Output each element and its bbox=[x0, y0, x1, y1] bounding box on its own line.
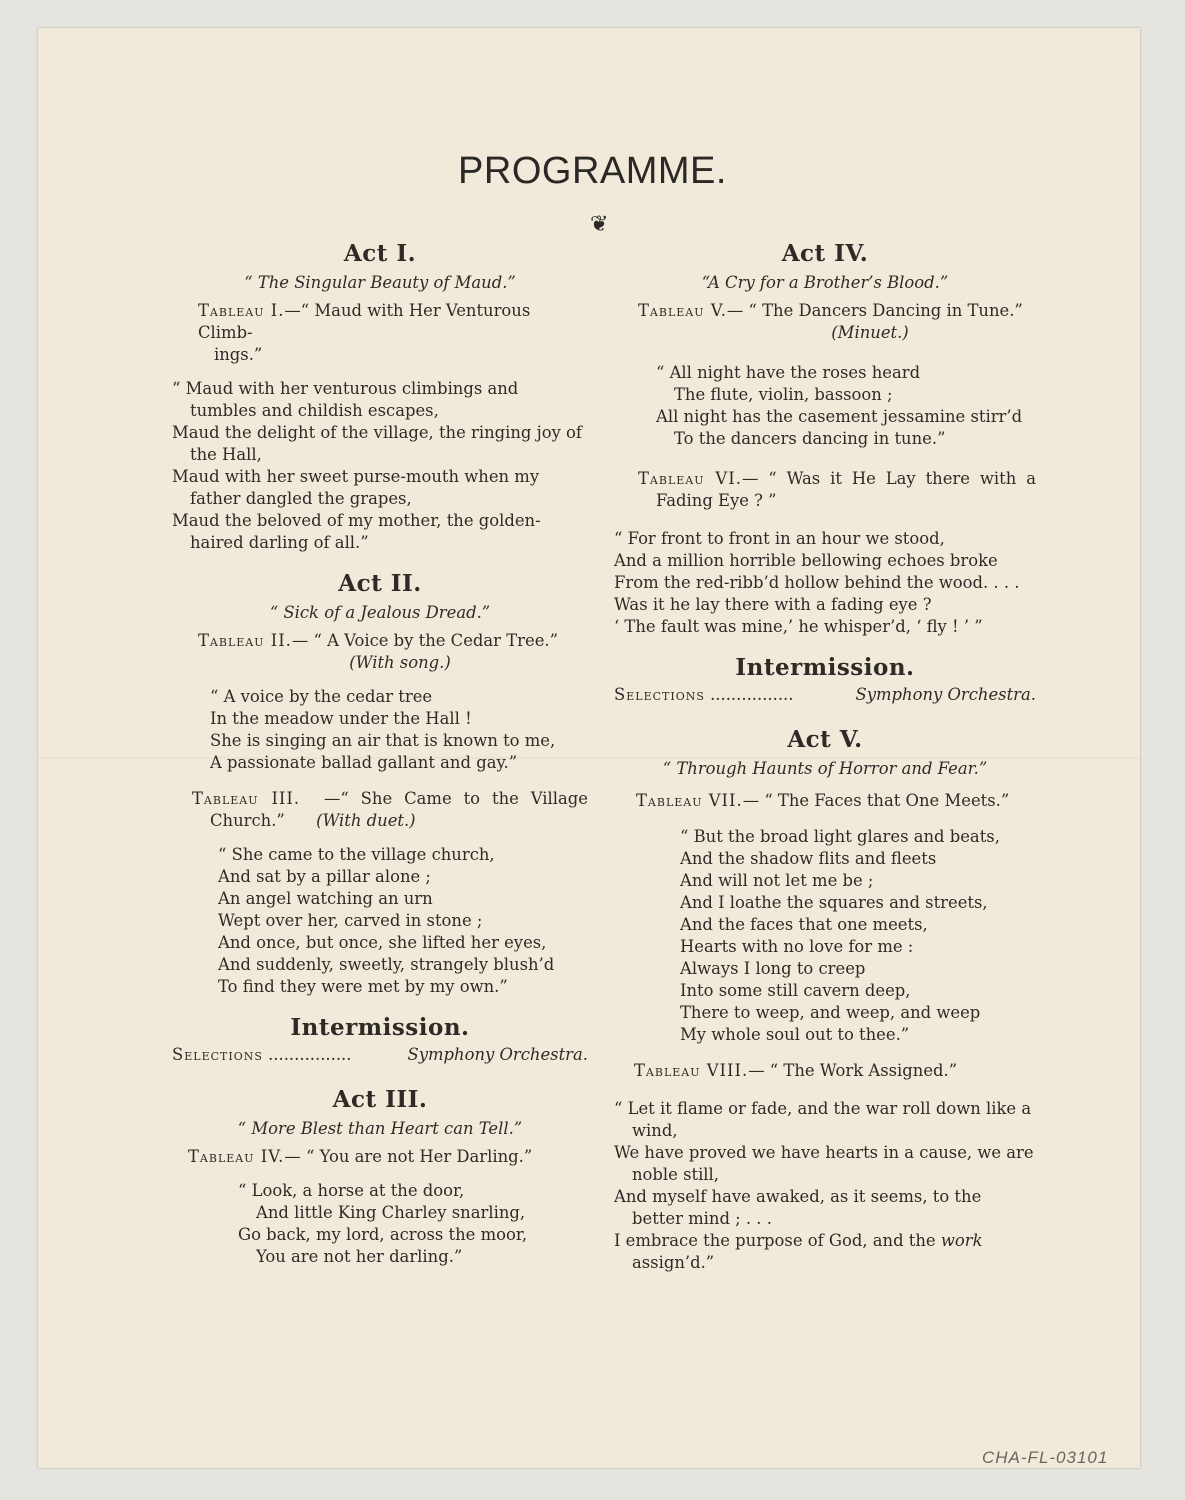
verse-emphasis: work bbox=[940, 1231, 983, 1250]
tableau-line bbox=[634, 1060, 1036, 1082]
tableau-label: Tableau III. bbox=[192, 789, 301, 808]
intermission-heading: Intermission. bbox=[735, 654, 915, 681]
act-subtitle: “ Sick of a Jealous Dread.” bbox=[269, 603, 491, 622]
act-subtitle: “ More Blest than Heart can Tell.” bbox=[237, 1119, 523, 1138]
tableau-title: —“ She Came to the Village bbox=[323, 789, 588, 808]
verse-line: And the shadow flits and fleets bbox=[680, 849, 937, 868]
tableau-label: Tableau IV. bbox=[188, 1147, 285, 1166]
verse bbox=[172, 378, 588, 554]
act-heading: Act IV. bbox=[781, 240, 869, 267]
act-subtitle: “ The Singular Beauty of Maud.” bbox=[244, 273, 516, 292]
verse-line: And the faces that one meets, bbox=[680, 915, 928, 934]
left-column bbox=[172, 228, 588, 1282]
verse-line: And sat by a pillar alone ; bbox=[218, 867, 431, 886]
tableau-label: Tableau VII. bbox=[636, 791, 743, 810]
verse bbox=[172, 844, 588, 998]
verse-line: And a million horrible bellowing echoes broke bbox=[614, 551, 998, 570]
verse-line: The flute, violin, bassoon ; bbox=[674, 385, 893, 404]
verse bbox=[172, 686, 588, 774]
tableau-title: — “ The Faces that One Meets.” bbox=[742, 791, 1010, 810]
verse-line: A passionate ballad gallant and gay.” bbox=[210, 753, 518, 772]
verse-line: And suddenly, sweetly, strangely blush’d bbox=[218, 955, 555, 974]
verse-line: Go back, my lord, across the moor, bbox=[238, 1225, 528, 1244]
verse-line: To find they were met by my own.” bbox=[218, 977, 508, 996]
tableau-line bbox=[638, 300, 1036, 322]
verse-line: And little King Charley snarling, bbox=[256, 1203, 526, 1222]
verse bbox=[614, 528, 1036, 638]
verse-line: And once, but once, she lifted her eyes, bbox=[218, 933, 547, 952]
verse-line: “ Look, a horse at the door, bbox=[238, 1181, 465, 1200]
verse-line: My whole soul out to thee.” bbox=[680, 1025, 910, 1044]
tableau-title-cont: Church.” bbox=[210, 811, 285, 830]
verse-line: Maud with her sweet purse-mouth when my father dangled the grapes, bbox=[172, 467, 540, 508]
tableau-label: Tableau V. bbox=[638, 301, 727, 320]
tableau-line-cont bbox=[210, 810, 588, 832]
verse-line: And I loathe the squares and streets, bbox=[680, 893, 988, 912]
selections-line bbox=[172, 1044, 588, 1066]
selections-line bbox=[614, 684, 1036, 706]
tableau-note: (Minuet.) bbox=[831, 323, 909, 342]
verse-text: I embrace the purpose of God, and the bbox=[614, 1231, 941, 1250]
tableau-line bbox=[192, 788, 588, 810]
intermission-heading: Intermission. bbox=[290, 1014, 470, 1041]
tableau-line bbox=[638, 468, 1036, 490]
verse bbox=[172, 1180, 588, 1268]
verse-line: Wept over her, carved in stone ; bbox=[218, 911, 483, 930]
page-title: PROGRAMME. bbox=[458, 150, 727, 192]
act-subtitle: “A Cry for a Brother’s Blood.” bbox=[701, 273, 949, 292]
tableau-title: — “ A Voice by the Cedar Tree.” bbox=[291, 631, 558, 650]
tableau-line bbox=[188, 1146, 588, 1168]
verse-line: And will not let me be ; bbox=[680, 871, 874, 890]
performer: Symphony Orchestra. bbox=[407, 1045, 588, 1064]
verse-line: Always I long to creep bbox=[680, 959, 866, 978]
verse-line: “ But the broad light glares and beats, bbox=[680, 827, 1000, 846]
verse-line: All night has the casement jessamine stirr’d bbox=[656, 407, 1023, 426]
verse-line: An angel watching an urn bbox=[218, 889, 433, 908]
catalog-number: CHA-FL-03101 bbox=[982, 1448, 1109, 1467]
verse-line: To the dancers dancing in tune.” bbox=[674, 429, 946, 448]
verse-text: assign’d.” bbox=[632, 1253, 715, 1272]
act-heading: Act III. bbox=[332, 1086, 428, 1113]
tableau-title: — “ The Dancers Dancing in Tune.” bbox=[726, 301, 1023, 320]
performer: Symphony Orchestra. bbox=[855, 685, 1036, 704]
verse-line: “ A voice by the cedar tree bbox=[210, 687, 433, 706]
tableau-note: (With song.) bbox=[349, 653, 451, 672]
verse-line: “ Let it flame or fade, and the war roll down like a wind, bbox=[614, 1099, 1032, 1140]
tableau-label: Tableau VIII. bbox=[634, 1061, 749, 1080]
verse-line: And myself have awaked, as it seems, to the better mind ; . . . bbox=[614, 1187, 982, 1228]
tableau-label: Tableau II. bbox=[198, 631, 292, 650]
tableau-title: — “ You are not Her Darling.” bbox=[284, 1147, 533, 1166]
act-heading: Act I. bbox=[343, 240, 417, 267]
verse-line: From the red-ribb’d hollow behind the wood. . . . bbox=[614, 573, 1020, 592]
ornament-icon: ❦ bbox=[590, 212, 609, 237]
verse-line: ‘ The fault was mine,’ he whisper’d, ‘ fly ! ’ ” bbox=[614, 617, 983, 636]
tableau-title: — “ The Work Assigned.” bbox=[748, 1061, 958, 1080]
tableau-title-cont: Fading Eye ? ” bbox=[656, 491, 777, 510]
verse-line: “ Maud with her venturous climbings and tumbles and childish escapes, bbox=[172, 379, 519, 420]
tableau-note: (With duet.) bbox=[316, 811, 416, 830]
tableau-title: —“ Maud with Her Venturous Climb- bbox=[198, 301, 531, 342]
leader-dots: ................ bbox=[268, 1045, 352, 1064]
selections-label: Selections bbox=[172, 1045, 263, 1064]
leader-dots: ................ bbox=[710, 685, 794, 704]
act-heading: Act V. bbox=[787, 726, 863, 753]
verse-line bbox=[614, 1230, 1036, 1274]
verse-line: We have proved we have hearts in a cause, we are noble still, bbox=[614, 1143, 1034, 1184]
verse-line: “ For front to front in an hour we stood, bbox=[614, 529, 945, 548]
tableau-title: — “ Was it He Lay there with a bbox=[741, 469, 1036, 488]
tableau-line bbox=[198, 630, 588, 652]
tableau-title-cont: ings.” bbox=[214, 345, 263, 364]
tableau-line bbox=[198, 300, 588, 366]
verse-line: “ All night have the roses heard bbox=[656, 363, 921, 382]
selections-label: Selections bbox=[614, 685, 705, 704]
tableau-label: Tableau I. bbox=[198, 301, 285, 320]
verse bbox=[614, 362, 1036, 450]
act-heading: Act II. bbox=[338, 570, 422, 597]
verse-line: Maud the delight of the village, the ringing joy of the Hall, bbox=[172, 423, 582, 464]
verse-line: Into some still cavern deep, bbox=[680, 981, 911, 1000]
act-subtitle: “ Through Haunts of Horror and Fear.” bbox=[662, 759, 988, 778]
verse-line: Hearts with no love for me : bbox=[680, 937, 914, 956]
tableau-line bbox=[636, 790, 1036, 812]
right-column bbox=[614, 228, 1036, 1288]
verse-line: Maud the beloved of my mother, the golden-haired darling of all.” bbox=[172, 511, 541, 552]
verse-line: You are not her darling.” bbox=[256, 1247, 463, 1266]
verse-line: “ She came to the village church, bbox=[218, 845, 495, 864]
tableau-label: Tableau VI. bbox=[638, 469, 742, 488]
verse bbox=[614, 826, 1036, 1046]
verse-line: There to weep, and weep, and weep bbox=[680, 1003, 981, 1022]
verse-line: In the meadow under the Hall ! bbox=[210, 709, 472, 728]
verse-line: She is singing an air that is known to me, bbox=[210, 731, 556, 750]
verse bbox=[614, 1098, 1036, 1274]
verse-line: Was it he lay there with a fading eye ? bbox=[614, 595, 932, 614]
